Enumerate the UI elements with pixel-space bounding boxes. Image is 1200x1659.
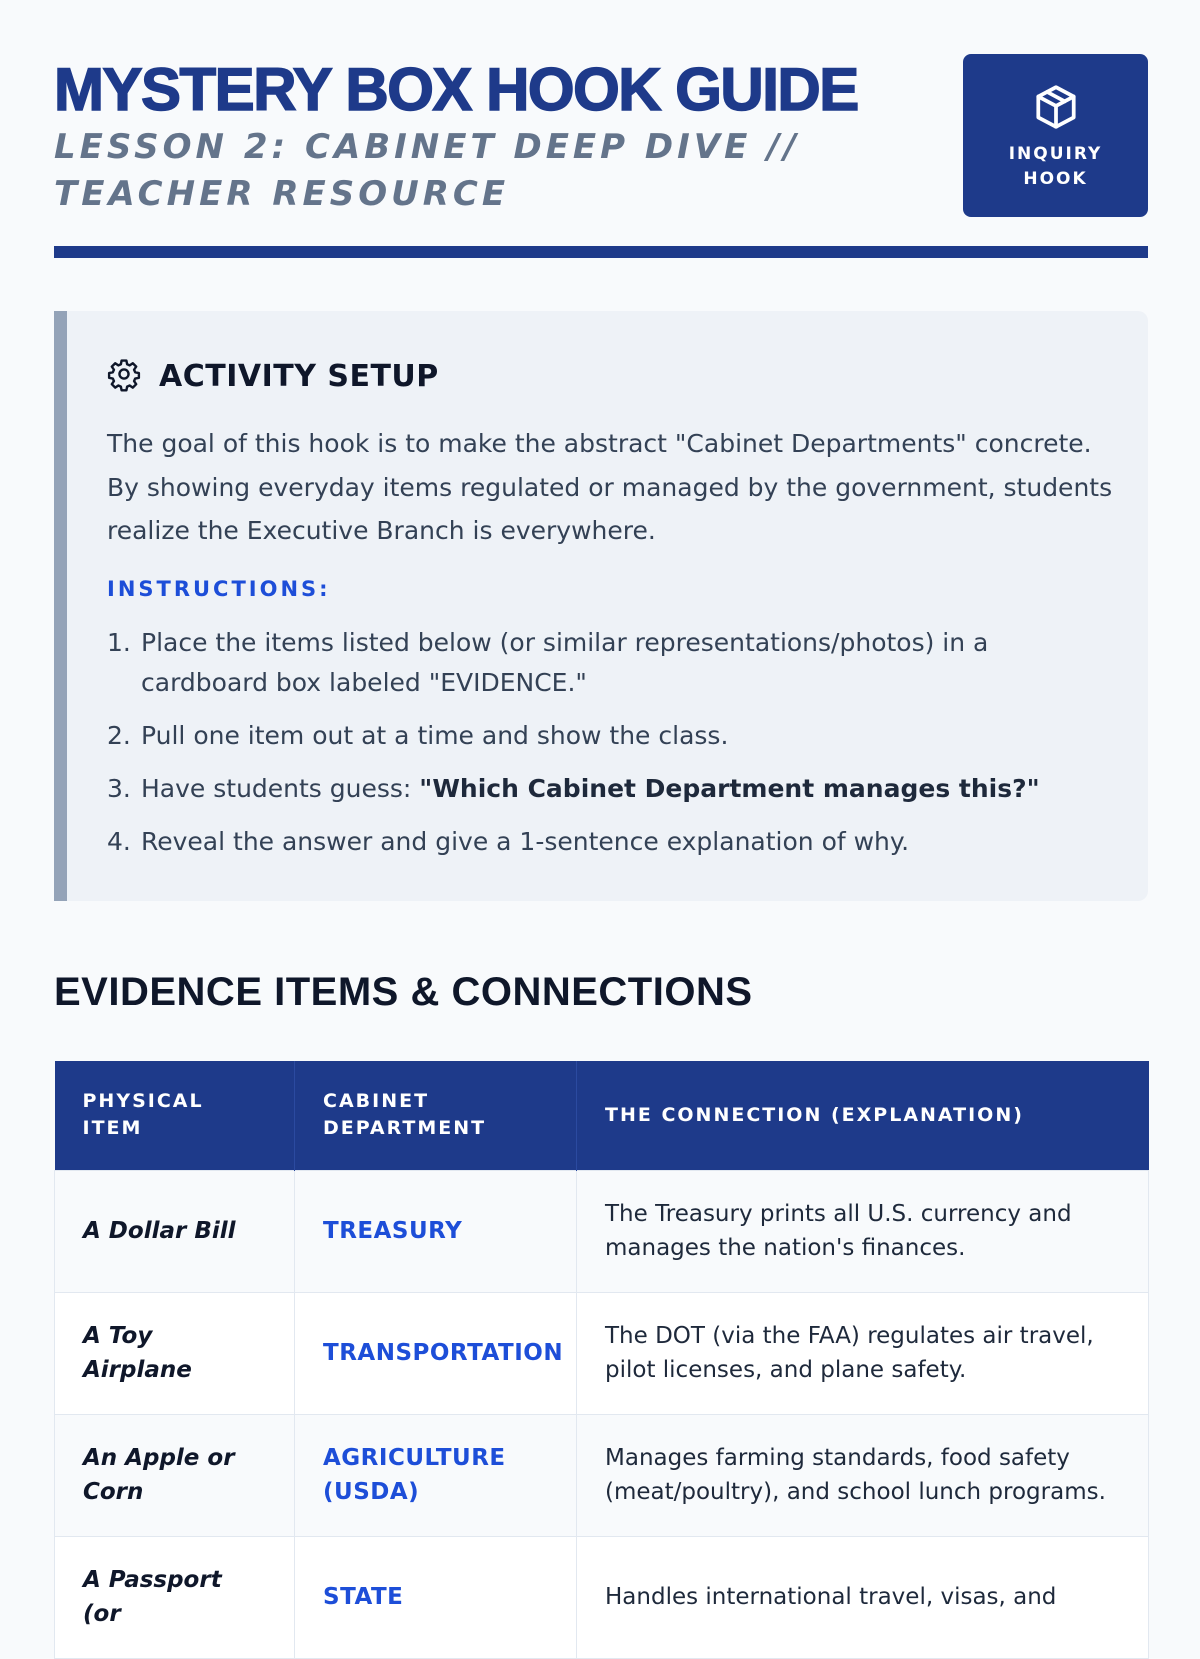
physical-item-cell: A Dollar Bill (55, 1170, 295, 1292)
connection-cell: The Treasury prints all U.S. currency and manages the nation's finances. (577, 1170, 1149, 1292)
instructions-label: INSTRUCTIONS: (107, 577, 331, 601)
header (54, 0, 1148, 258)
box-icon (1031, 82, 1081, 136)
physical-item-cell: A Toy Airplane (55, 1292, 295, 1414)
step-text: Place the items listed below (or similar representations/photos) in a cardboard box labeled "EVIDENCE." (141, 628, 989, 697)
inquiry-hook-badge (963, 54, 1148, 217)
instructions-list (107, 623, 1117, 875)
activity-setup-panel (54, 311, 1148, 901)
step-number: 4. (107, 827, 131, 856)
badge-label: INQUIRY HOOK (1008, 144, 1103, 189)
step-text-lead: Have students guess: (141, 774, 420, 803)
connection-cell: Manages farming standards, food safety (meat/poultry), and school lunch programs. (577, 1414, 1149, 1536)
department-cell: TREASURY (295, 1170, 577, 1292)
column-header-cabinet-department: CABINET DEPARTMENT (295, 1061, 577, 1170)
step-number: 2. (107, 721, 131, 750)
evidence-section-title: EVIDENCE ITEMS & CONNECTIONS (54, 970, 753, 1014)
connection-cell: Handles international travel, visas, and (577, 1536, 1149, 1658)
page-subtitle: LESSON 2: CABINET DEEP DIVE // TEACHER RESOURCE (54, 127, 800, 214)
table-header-row (55, 1061, 1149, 1170)
physical-item-cell: An Apple or Corn (55, 1414, 295, 1536)
activity-setup-title: ACTIVITY SETUP (159, 358, 439, 394)
gear-icon (107, 357, 159, 395)
column-header-connection: THE CONNECTION (EXPLANATION) (577, 1061, 1149, 1170)
page-title: MYSTERY BOX HOOK GUIDE (54, 56, 858, 123)
physical-item-cell: A Passport (or (55, 1536, 295, 1658)
table-row (55, 1170, 1149, 1292)
step-text (141, 769, 1117, 809)
evidence-table (54, 1061, 1149, 1659)
table-row (55, 1292, 1149, 1414)
step-text-question: "Which Cabinet Department manages this?" (419, 774, 1040, 803)
department-cell: AGRICULTURE (USDA) (295, 1414, 577, 1536)
step-text: Reveal the answer and give a 1-sentence explanation of why. (141, 827, 910, 856)
instruction-step (107, 769, 1117, 809)
table-row (55, 1414, 1149, 1536)
activity-setup-text: The goal of this hook is to make the abstract "Cabinet Departments" concrete. By showing everyday items regulated or managed by the government, students realize the Executive Branch is everywhere. (107, 429, 1113, 545)
connection-cell: The DOT (via the FAA) regulates air travel, pilot licenses, and plane safety. (577, 1292, 1149, 1414)
instruction-step (107, 822, 1117, 862)
department-cell: TRANSPORTATION (295, 1292, 577, 1414)
table-row (55, 1536, 1149, 1658)
instruction-step (107, 623, 1117, 703)
column-header-physical-item: PHYSICAL ITEM (55, 1061, 295, 1170)
instruction-step (107, 716, 1117, 756)
step-number: 1. (107, 628, 131, 657)
page (54, 0, 1148, 1627)
step-text: Pull one item out at a time and show the class. (141, 721, 729, 750)
step-number: 3. (107, 774, 131, 803)
department-cell: STATE (295, 1536, 577, 1658)
activity-setup-heading (107, 357, 439, 395)
